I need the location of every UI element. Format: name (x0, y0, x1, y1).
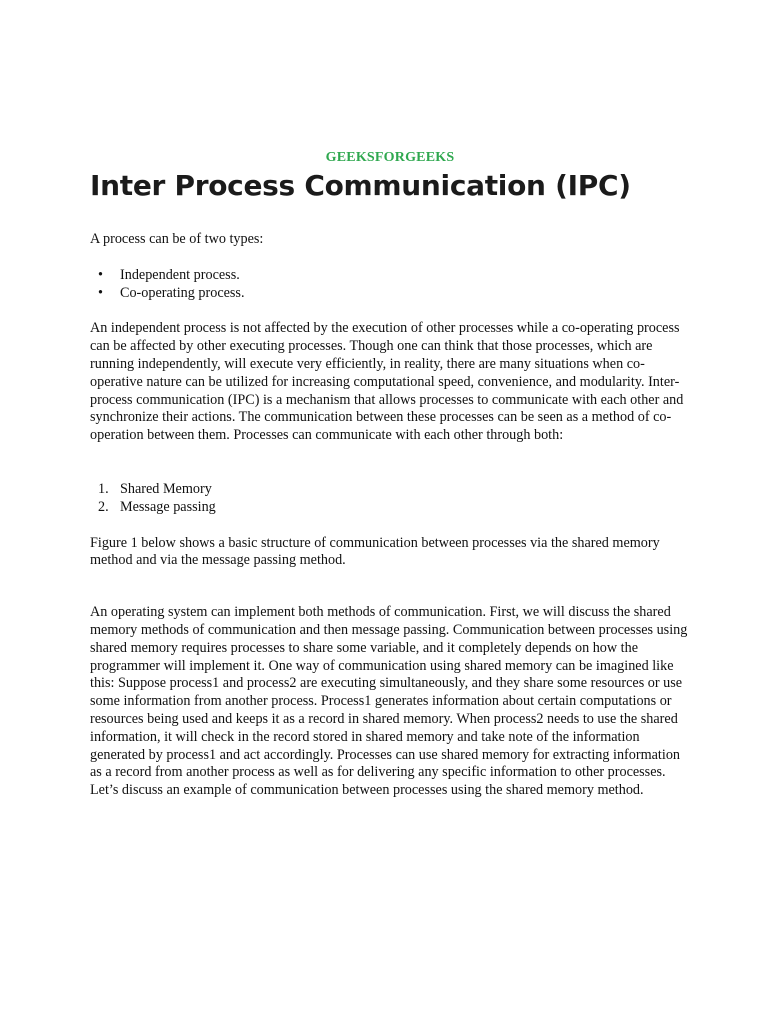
paragraph-example-intro: Let’s discuss an example of communication between processes using the shared memory method. (90, 782, 644, 799)
paragraph-figure-reference: Figure 1 below shows a basic structure of communication between processes via the shared memory method and via the message passing method. (90, 534, 660, 569)
list-item-label: Shared Memory (120, 480, 212, 497)
paragraph-independent-process: An independent process is not affected by the execution of other processes while a co-operating process can be affected by other executing processes. Though one can think that those processes, which are running independently, will execute very efficiently, in reality, there are many situations when co-operative nature can be utilized for increasing computational speed, convenience, and modularity. Inter-process communication (IPC) is a mechanism that allows processes to communicate with each other and synchronize their actions. The communication between these processes can be seen as a method of co-operation between them. Processes can communicate with each other through both: (90, 320, 684, 444)
process-types-list (90, 267, 690, 303)
list-item-label: Independent process. (120, 266, 240, 283)
list-item-label: Message passing (120, 498, 216, 515)
list-number: 1. (98, 480, 109, 497)
list-item (90, 481, 690, 499)
paragraph-shared-memory: An operating system can implement both methods of communication. First, we will discuss the shared memory methods of communication and then message passing. Communication between processes using shared memory requires processes to share some variable, and it completely depends on how the programmer will implement it. One way of communication using shared memory can be imagined like this: Suppose process1 and process2 are executing simultaneously, and they share some resources or use some information from another process. Process1 generates information about certain computations or resources being used and keeps it as a record in shared memory. When process2 needs to use the shared information, it will check in the record stored in shared memory and take note of the information generated by process1 and act accordingly. Processes can use shared memory for extracting information as a record from another process as well as for delivering any specific information to other processes. (90, 604, 688, 781)
list-item (90, 285, 690, 303)
bullet-icon: • (98, 266, 103, 283)
brand-heading: GEEKSFORGEEKS (325, 150, 455, 165)
list-item-label: Co-operating process. (120, 284, 245, 301)
list-number: 2. (98, 498, 109, 515)
document-page (90, 150, 690, 800)
bullet-icon: • (98, 284, 103, 301)
page-title: Inter Process Communication (IPC) (90, 169, 631, 202)
intro-text: A process can be of two types: (90, 231, 264, 247)
list-item (90, 499, 690, 517)
list-item (90, 267, 690, 285)
ipc-methods-list (90, 481, 690, 517)
